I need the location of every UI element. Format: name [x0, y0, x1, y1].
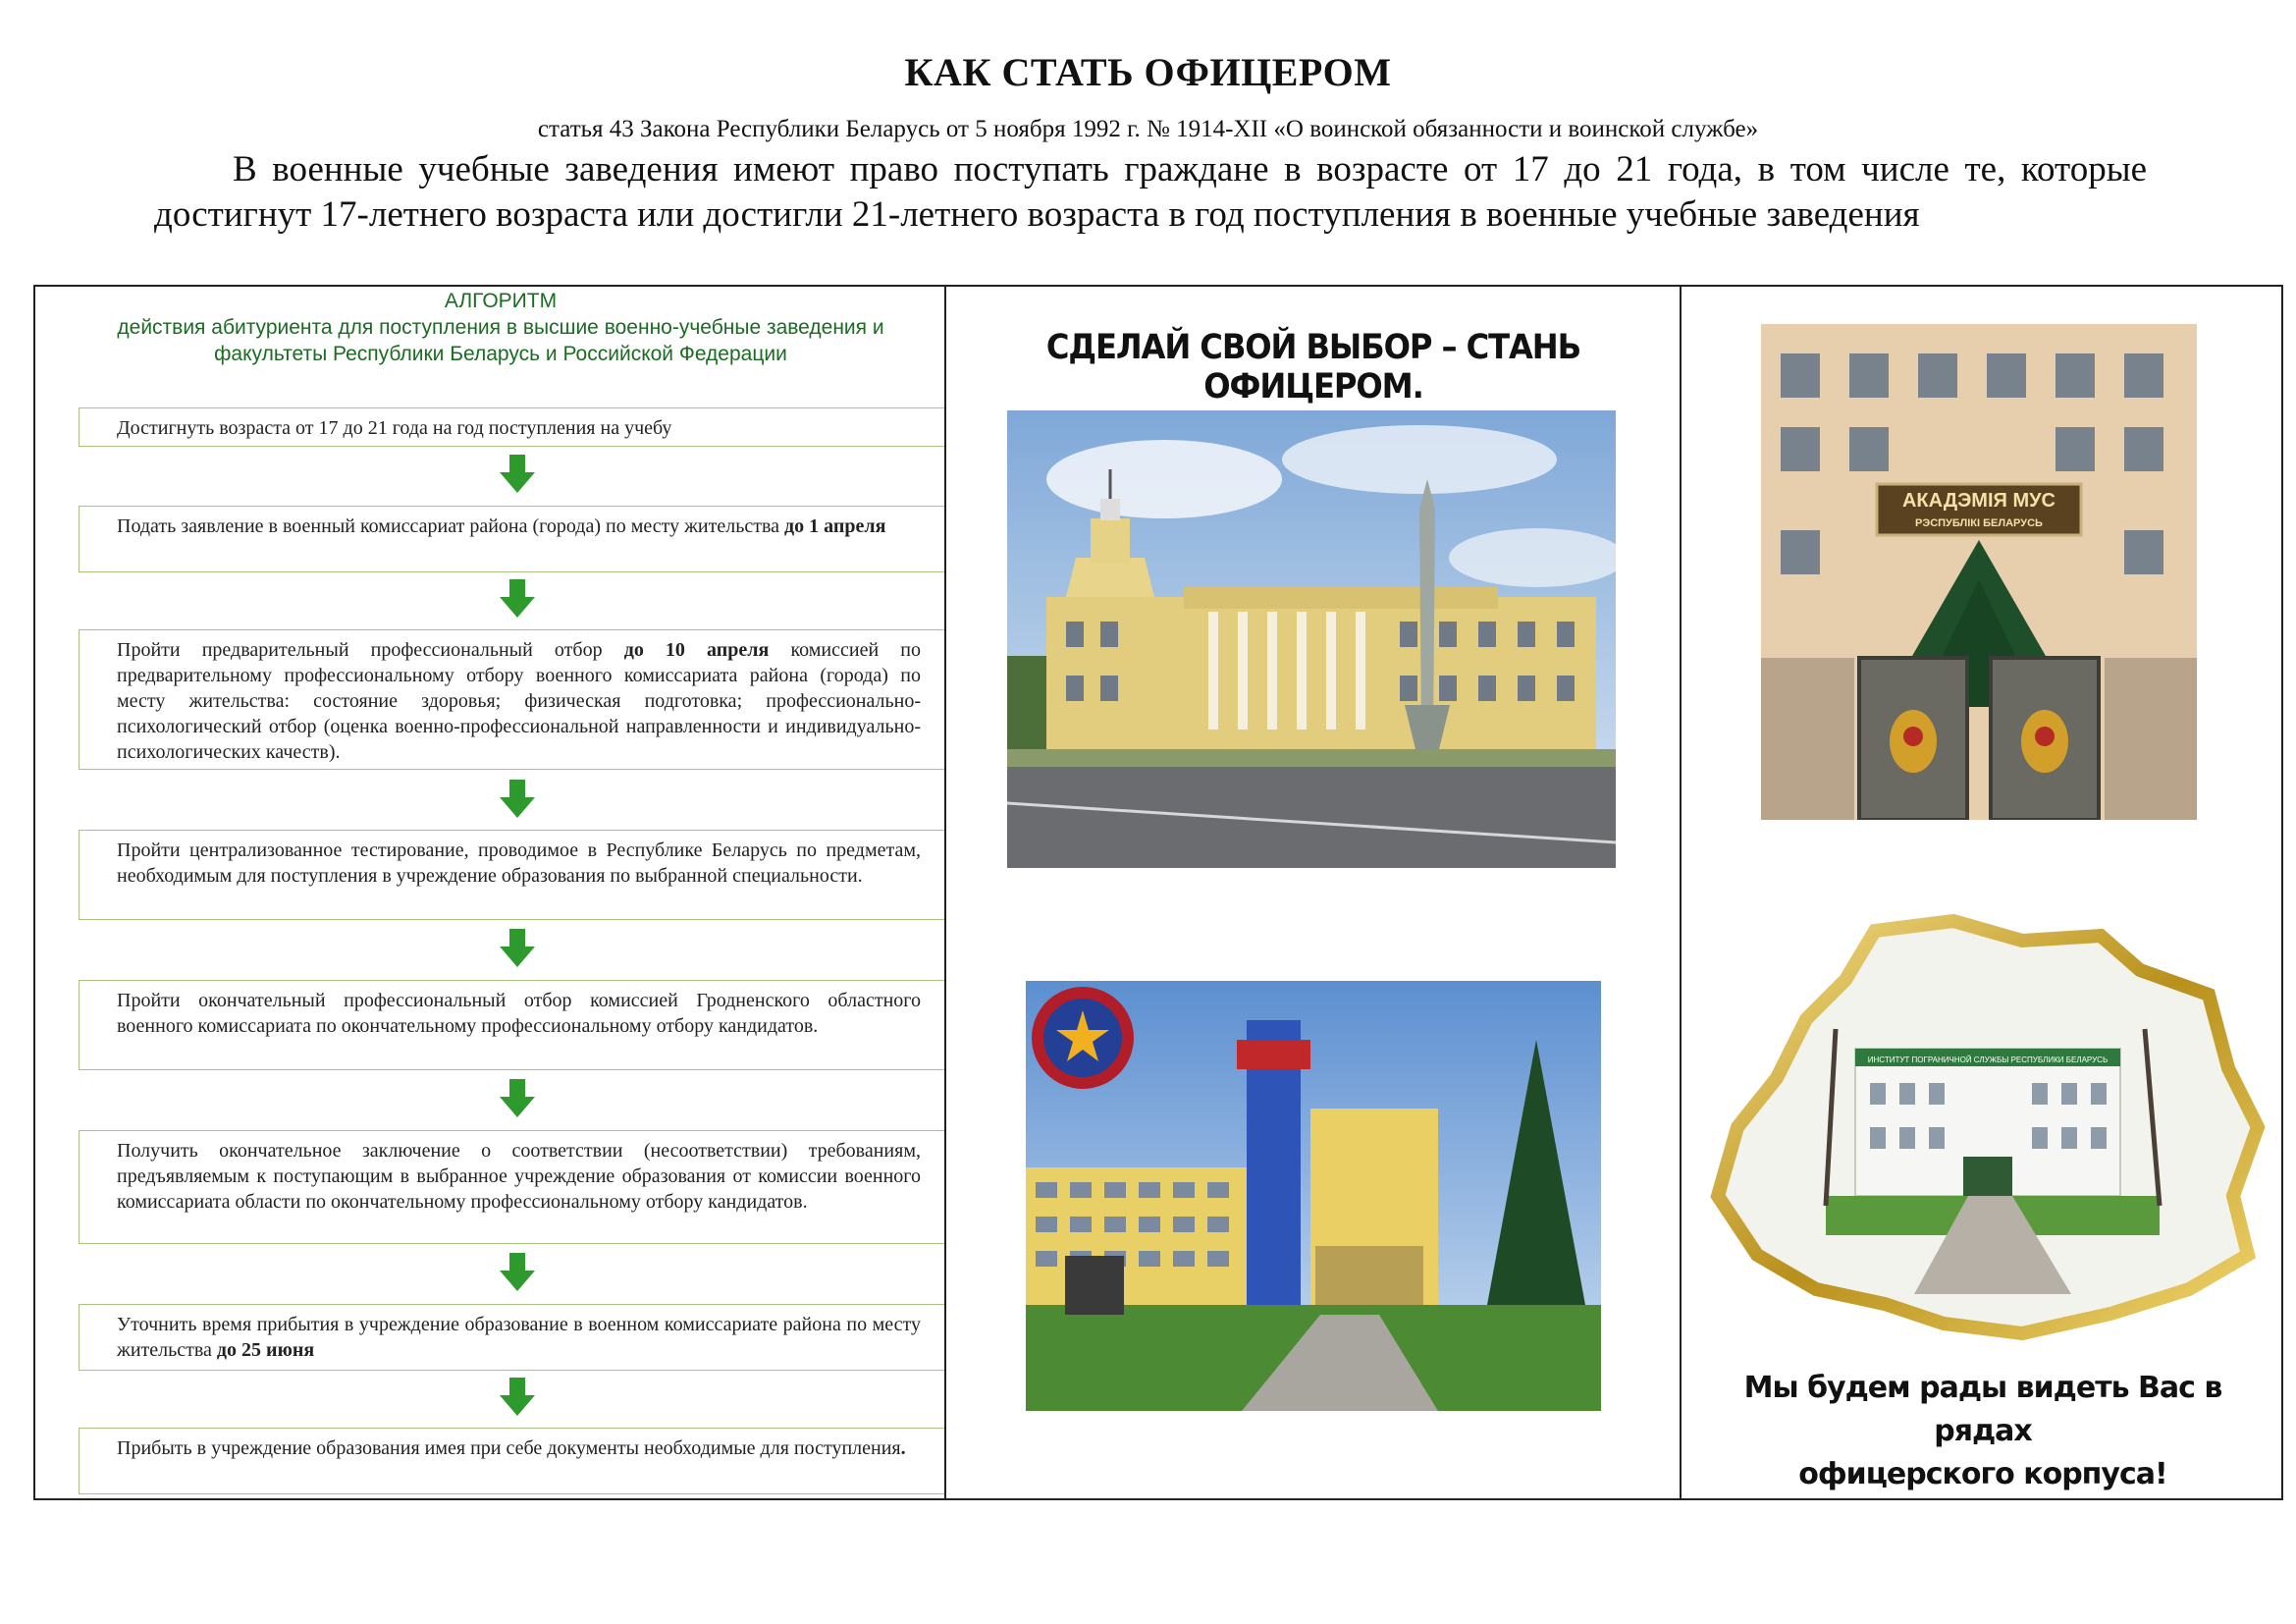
academy-building-photo: [1007, 410, 1616, 868]
intro-paragraph: В военные учебные заведения имеют право поступать граждане в возрасте от 17 до 21 года, в том числе те, которые достигнут 17-летнего возраста или достигли 21-летнего возраста в год поступления в военные учебные заведения: [154, 149, 2147, 235]
down-arrow-icon: [499, 1079, 536, 1118]
ministry-academy-gate-photo: [1761, 324, 2197, 820]
algorithm-step-3: Пройти предварительный профессиональный отбор до 10 апреля комиссией по предварительному профессиональному отбору военного комиссариата района (города) по месту жительства: состояние здоровья; физическая подготовка; профессионально-психологический отбор (оценка военно-профессиональной направленности и индивидуально-психологических качеств).: [79, 629, 944, 770]
slogan-heading: СДЕЛАЙ СВОЙ ВЫБОР – СТАНЬ ОФИЦЕРОМ.: [1045, 328, 1581, 406]
institute-sign: ИНСТИТУТ ПОГРАНИЧНОЙ СЛУЖБЫ РЕСПУБЛИКИ БЕЛАРУСЬ: [1867, 1056, 2109, 1064]
algorithm-header: [69, 288, 933, 367]
down-arrow-icon: [499, 455, 536, 494]
column-divider-2: [1680, 285, 1682, 1500]
civil-defence-university-photo: [1026, 981, 1601, 1411]
academy-sign-line1: АКАДЭМІЯ МУС: [1901, 490, 2056, 512]
page-title: КАК СТАТЬ ОФИЦЕРОМ: [904, 50, 1392, 94]
academy-sign-line2: РЭСПУБЛІКІ БЕЛАРУСЬ: [1915, 517, 2043, 529]
algorithm-subheading: действия абитуриента для поступления в высшие военно-учебные заведения и факультеты Республики Беларусь и Российской Федерации: [117, 316, 884, 365]
algorithm-step-2: Подать заявление в военный комиссариат района (города) по месту жительства до 1 апреля: [79, 506, 944, 572]
down-arrow-icon: [499, 929, 536, 968]
column-divider-1: [944, 285, 946, 1500]
algorithm-step-1: Достигнуть возраста от 17 до 21 года на год поступления на учебу: [79, 407, 944, 447]
law-reference: статья 43 Закона Республики Беларусь от 5 ноября 1992 г. № 1914-XII «О воинской обязанности и воинской службе»: [537, 116, 1759, 142]
algorithm-heading: АЛГОРИТМ: [444, 290, 558, 312]
down-arrow-icon: [499, 1253, 536, 1292]
down-arrow-icon: [499, 1378, 536, 1417]
algorithm-step-4: Пройти централизованное тестирование, проводимое в Республике Беларусь по предметам, необходимым для поступления в учреждение образования по выбранной специальности.: [79, 830, 944, 920]
algorithm-step-6: Получить окончательное заключение о соответствии (несоответствии) требованиям, предъявляемым к поступающим в выбранное учреждение образования от комиссии военного комиссариата области по окончательному профессиональному отбору кандидатов.: [79, 1130, 944, 1244]
algorithm-step-5: Пройти окончательный профессиональный отбор комиссией Гродненского областного военного комиссариата по окончательному профессиональному отбору кандидатов.: [79, 980, 944, 1070]
border-service-institute-map-image: [1698, 901, 2268, 1363]
down-arrow-icon: [499, 579, 536, 619]
closing-line-1: Мы будем рады видеть Вас в рядах: [1743, 1371, 2222, 1448]
algorithm-step-8: Прибыть в учреждение образования имея при себе документы необходимые для поступления.: [79, 1428, 944, 1494]
closing-message: [1703, 1367, 2263, 1496]
algorithm-step-7: Уточнить время прибытия в учреждение образование в военном комиссариате района по месту жительства до 25 июня: [79, 1304, 944, 1371]
closing-line-2: офицерского корпуса!: [1798, 1457, 2167, 1491]
down-arrow-icon: [499, 780, 536, 819]
